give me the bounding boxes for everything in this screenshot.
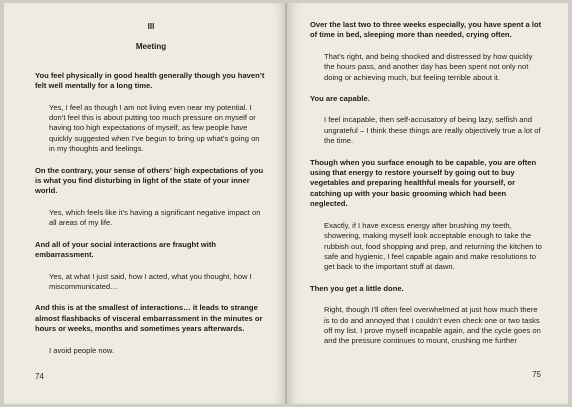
answer-paragraph: I feel incapable, then self-accusatory of being lazy, selfish and ungrateful – I think these things are really objectively true a lot of the time. [324,115,541,146]
left-page-text [35,22,267,367]
question-paragraph: You feel physically in good health generally though you haven’t felt well mentally for a long time. [35,70,265,91]
answer-paragraph: Yes, which feels like it’s having a significant negative impact on all areas of my life. [49,207,261,228]
right-page [287,3,568,404]
answer-paragraph: Yes, at what I just said, how I acted, what you thought, how I miscommunicated… [49,271,252,291]
answer-paragraph: Exactly, if I have excess energy after brushing my teeth, showering, making myself look acceptable enough to take the rubbish out, food shopping and prep, and returning the kitchen to safe and hygienic, I feel capable again and make resolutions to get back to the important stuff at dawn. [324,220,542,272]
question-paragraph: And this is at the smallest of interactions… it leads to strange almost flashbacks of visceral embarrassment in the minutes or hours or weeks, months and sometimes years afterwards. [35,303,263,334]
page-number-left: 74 [35,372,44,381]
answer-paragraph: I avoid people now. [49,345,115,355]
left-page [4,3,286,404]
question-paragraph: You are capable. [310,94,370,104]
question-paragraph: On the contrary, your sense of others’ high expectations of you is what you find disturbing in light of the state of your inner world. [35,165,264,196]
page-number-right: 75 [532,370,541,379]
answer-paragraph: That’s right, and being shocked and distressed by how quickly the hours pass, and another day has been spent not only not doing or achieving much, but feeling terrible about it. [324,51,533,82]
question-paragraph: Though when you surface enough to be capable, you are often using that energy to restore yourself by going out to buy vegetables and preparing healthful meals for yourself, or catching up with your basic grooming which had been neglected. [310,157,537,209]
question-paragraph: And all of your social interactions are fraught with embarrassment. [35,239,217,260]
chapter-title: Meeting [135,42,167,52]
answer-paragraph: Right, though I’ll often feel overwhelmed at just how much there is to do and annoyed that I couldn’t even check one or two tasks off my list. I prove myself incapable again, and the cycle goes on and the pressure continues to mount, crushing me further [324,305,541,346]
right-page-text [310,20,543,358]
chapter-number: III [147,22,155,31]
question-paragraph: Then you get a little done. [310,283,404,293]
answer-paragraph: Yes, I feel as though I am not living even near my potential. I don’t feel this is about putting too much pressure on myself or having too high expectations of myself, as few people have quickly suggested when I’ve begun to bring up what’s going on in my thoughts and feelings. [49,102,260,154]
question-paragraph: Over the last two to three weeks especially, you have spent a lot of time in bed, sleeping more than needed, crying often. [310,20,542,40]
